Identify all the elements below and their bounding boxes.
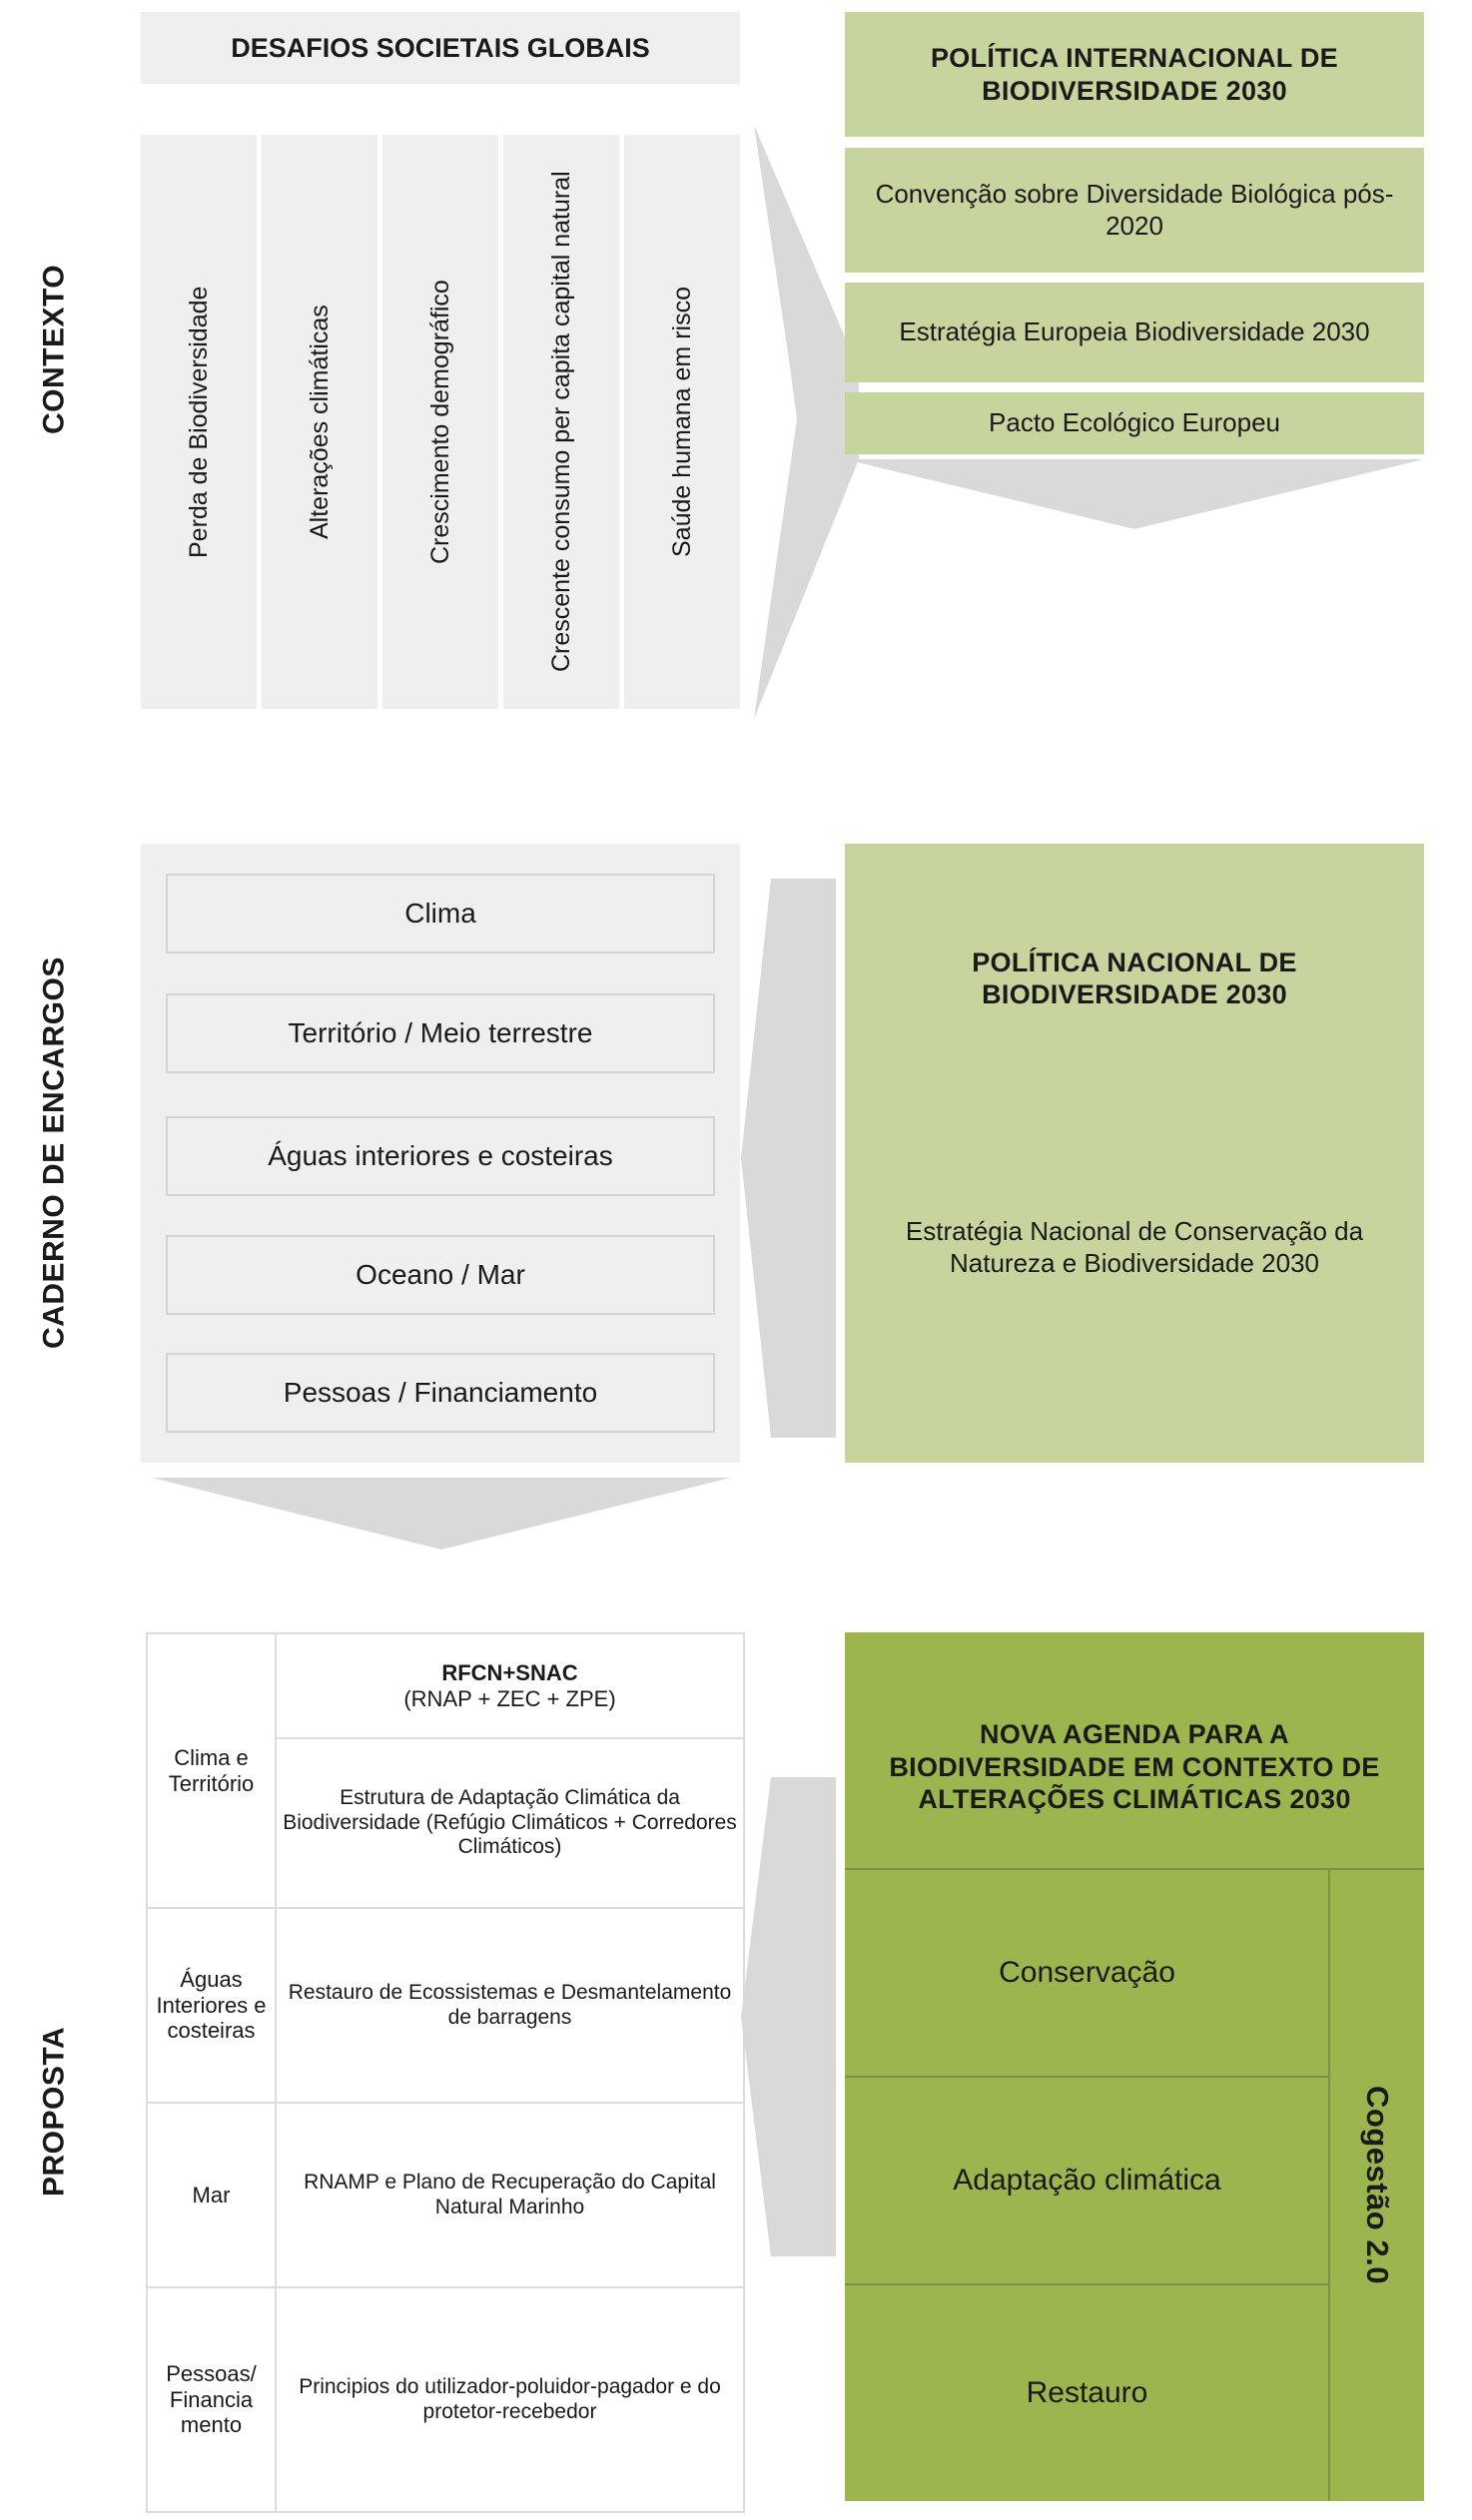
desafio-column-label: Alterações climáticas <box>306 305 334 539</box>
table-cell-value: Restauro de Ecossistemas e Desmantelamento de barragens <box>276 1908 744 2103</box>
politica-internacional-item-text: Pacto Ecológico Europeu <box>989 407 1280 438</box>
table-row <box>147 2287 744 2512</box>
caderno-item-label: Oceano / Mar <box>356 1259 525 1290</box>
arrow-down-caderno <box>152 1478 731 1550</box>
politica-internacional-item-text: Convenção sobre Diversidade Biológica pós-2020 <box>875 178 1394 241</box>
caderno-item-label: Pessoas / Financiamento <box>283 1377 598 1408</box>
table-row <box>147 2103 744 2287</box>
desafio-column-label: Crescimento demográfico <box>426 280 454 564</box>
desafio-column-label: Perda de Biodiversidade <box>185 286 213 558</box>
cogestao-sidebar <box>1330 1868 1424 2501</box>
proposta-table <box>146 1632 745 2513</box>
nova-agenda-header: NOVA AGENDA PARA A BIODIVERSIDADE EM CONTEXTO DE ALTERAÇÕES CLIMÁTICAS 2030 <box>889 1719 1380 1815</box>
table-cell-value-bold: RFCN+SNAC <box>441 1659 578 1685</box>
section-label-proposta: PROPOSTA <box>37 2026 71 2198</box>
desafios-title: DESAFIOS SOCIETAIS GLOBAIS <box>231 32 650 63</box>
politica-internacional-item <box>845 392 1424 454</box>
divider-line <box>845 2076 1329 2078</box>
caderno-item-label: Território / Meio terrestre <box>288 1017 593 1048</box>
nova-agenda-row-label: Adaptação climática <box>953 2164 1221 2197</box>
desafio-column-label: Saúde humana em risco <box>668 287 696 557</box>
politica-internacional-item-text: Estratégia Europeia Biodiversidade 2030 <box>899 316 1370 347</box>
nova-agenda-row <box>845 1869 1329 2077</box>
arrow-proposta-to-nova-agenda <box>741 1777 861 2256</box>
caderno-item <box>166 993 715 1073</box>
desafio-column <box>262 135 377 709</box>
desafios-columns <box>141 135 740 709</box>
nova-agenda-panel <box>845 1632 1424 2501</box>
caderno-item <box>166 1235 715 1315</box>
cogestao-label: Cogestão 2.0 <box>1360 2085 1395 2284</box>
desafio-column <box>382 135 498 709</box>
divider-line <box>845 2283 1329 2285</box>
politica-internacional-item <box>845 148 1424 273</box>
nova-agenda-row-label: Conservação <box>999 1956 1175 1989</box>
table-cell-category: Mar <box>147 2103 276 2287</box>
table-cell-value <box>276 1633 744 1738</box>
politica-nacional-body: Estratégia Nacional de Conservação da Natureza e Biodiversidade 2030 <box>905 1216 1364 1278</box>
table-cell-category: Clima e Território <box>147 1633 276 1908</box>
table-cell-value: RNAMP e Plano de Recuperação do Capital Natural Marinho <box>276 2103 744 2287</box>
desafio-column-label: Crescente consumo per capita capital natural <box>547 171 575 673</box>
caderno-item <box>166 1116 715 1196</box>
arrow-down-politica-internacional <box>845 459 1424 529</box>
politica-nacional-panel <box>845 844 1424 1463</box>
nova-agenda-row <box>845 2284 1329 2501</box>
politica-internacional-header-text: POLÍTICA INTERNACIONAL DE BIODIVERSIDADE 2030 <box>930 43 1338 106</box>
table-cell-value <box>276 1738 744 1908</box>
desafio-column <box>624 135 740 709</box>
caderno-item <box>166 1353 715 1433</box>
section-label-contexto: CONTEXTO <box>37 264 71 435</box>
caderno-item <box>166 874 715 953</box>
table-cell-value-text: (RNAP + ZEC + ZPE) <box>403 1685 616 1711</box>
table-cell-value-text: Estrutura de Adaptação Climática da Biodiversidade (Refúgio Climáticos + Corredores Climáticos) <box>283 1785 737 1859</box>
nova-agenda-header-wrap <box>867 1667 1402 1867</box>
caderno-item-label: Clima <box>404 898 476 929</box>
desafio-column <box>141 135 257 709</box>
politica-nacional-body-wrap <box>885 1183 1384 1313</box>
desafios-title-panel <box>141 12 740 84</box>
politica-nacional-header: POLÍTICA NACIONAL DE BIODIVERSIDADE 2030 <box>972 946 1297 1009</box>
politica-internacional-item <box>845 283 1424 382</box>
arrow-caderno-to-politica-nacional <box>741 879 861 1438</box>
desafio-column <box>503 135 619 709</box>
nova-agenda-row <box>845 2077 1329 2284</box>
politica-nacional-header-wrap <box>870 914 1399 1043</box>
politica-internacional-header <box>845 12 1424 137</box>
table-cell-category: Pessoas/ Financia mento <box>147 2287 276 2512</box>
table-cell-category: Águas Interiores e costeiras <box>147 1908 276 2103</box>
table-row <box>147 1633 744 1738</box>
table-cell-value: Principios do utilizador-poluidor-pagador e do protetor-recebedor <box>276 2287 744 2512</box>
section-label-caderno-de-encargos: CADERNO DE ENCARGOS <box>37 956 71 1350</box>
nova-agenda-row-label: Restauro <box>1026 2375 1148 2409</box>
table-row <box>147 1908 744 2103</box>
caderno-item-label: Águas interiores e costeiras <box>268 1140 613 1171</box>
